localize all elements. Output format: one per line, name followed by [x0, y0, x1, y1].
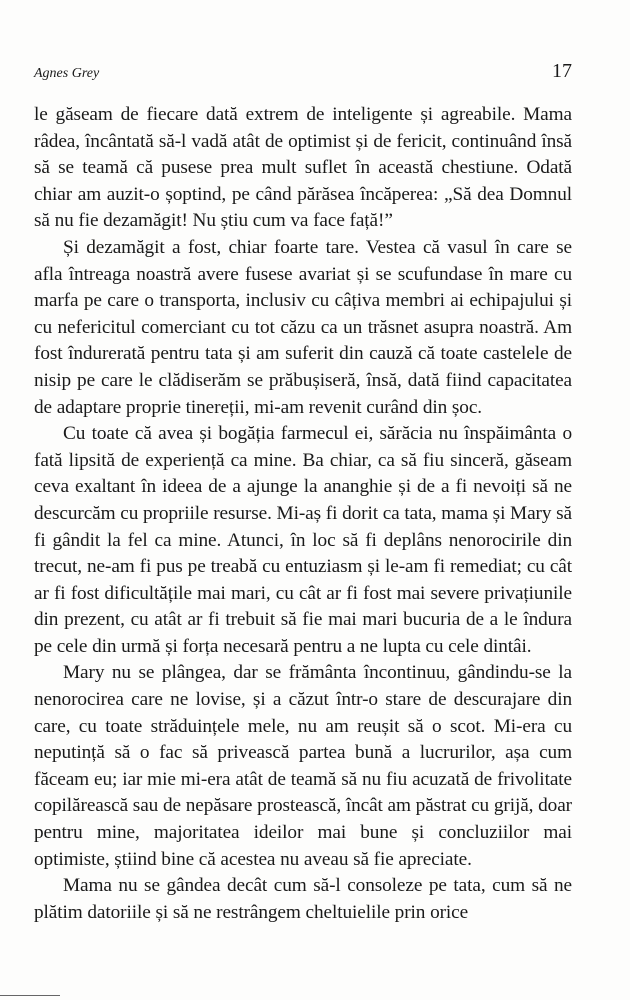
paragraph: Cu toate că avea și bogăția farmecul ei, sărăcia nu înspăimânta o fată lipsită de experiență ca mine. Ba chiar, ca să fiu sinceră, găseam ceva exaltant în ideea de a ajunge la ananghie și de a fi nevoiți să ne descurcăm cu propriile resurse. Mi-aș fi dorit ca tata, mama și Mary să fi gândit la fel ca mine. Atunci, în loc să fi deplâns nenorocirile din trecut, ne-am fi pus pe treabă cu entuziasm și le-am fi remediat; cu cât ar fi fost dificultățile mai mari, cu cât ar fi fost mai severe privațiunile din prezent, cu atât ar fi trebuit să fie mai mari bucuria de a le îndura pe cele din urmă și forța necesară pentru a ne lupta cu cele dintâi.	[34, 423, 572, 657]
page-number: 17	[552, 60, 572, 82]
body-text	[34, 102, 572, 926]
paragraph: Mary nu se plângea, dar se frământa încontinuu, gândindu-se la nenorocirea care ne lovise, și a căzut într-o stare de descurajare din care, cu toate străduințele mele, nu am reușit să o scot. Mi-era cu neputință să o fac să privească partea bună a lucrurilor, așa cum făceam eu; iar mie mi-era atât de teamă să nu fiu acuzată de frivolitate copilărească sau de nepăsare prostească, încât am păstrat cu grijă, doar pentru mine, majoritatea ideilor mai bune și concluziilor mai optimiste, știind bine că acestea nu aveau să fie apreciate.	[34, 662, 572, 870]
paragraph: Și dezamăgit a fost, chiar foarte tare. Vestea că vasul în care se afla întreaga noastră avere fusese avariat și se scufundase în mare cu marfa pe care o transporta, inclusiv cu câțiva membri ai echipajului și cu nefericitul comerciant cu tot căzu ca un trăsnet asupra noastră. Am fost îndurerată pentru tata și am suferit din cauză că toate castelele de nisip pe care le clădiserăm se prăbușiseră, însă, dată fiind capacitatea de adaptare proprie tinereții, mi-am revenit curând din șoc.	[34, 236, 572, 418]
paragraph: le găseam de fiecare dată extrem de inteligente și agreabile. Mama râdea, încântată să-l vadă atât de optimist și de fericit, continuând însă să se teamă că pusese prea mult suflet în această chestiune. Odată chiar am auzit-o șoptind, pe când părăsea încăperea: „Să dea Domnul să nu fie dezamăgit! Nu știu cum va face față!”	[34, 104, 572, 232]
running-title: Agnes Grey	[34, 66, 100, 81]
paragraph: Mama nu se gândea decât cum să-l consoleze pe tata, cum să ne plătim datoriile și să ne restrângem cheltuielile prin orice	[34, 875, 572, 923]
footer-rule	[0, 995, 60, 996]
